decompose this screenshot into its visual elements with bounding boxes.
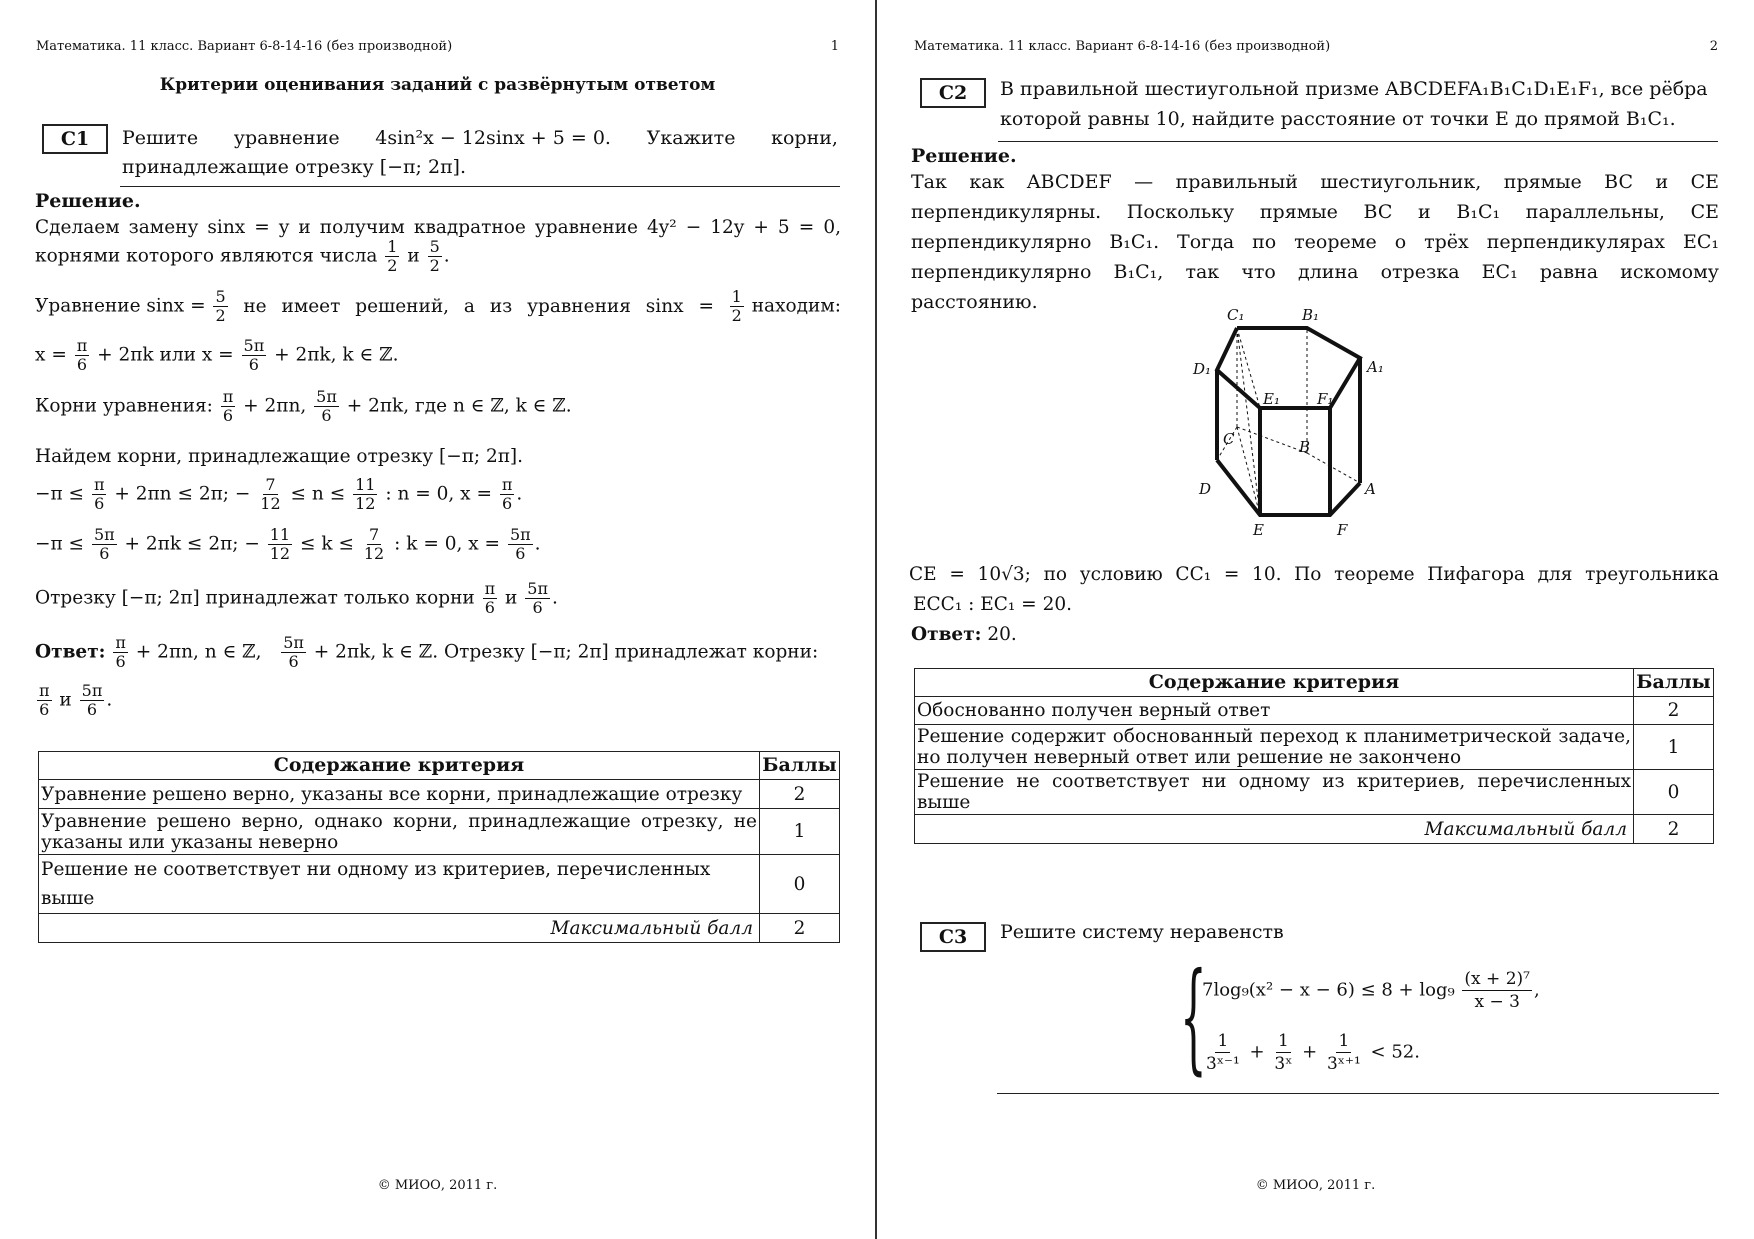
text: + 2πk, где n ∈ ℤ, k ∈ ℤ.	[346, 395, 572, 417]
text: корнями которого являются числа	[35, 245, 378, 267]
calculation-line-1: CE = 10√3; по условию CC₁ = 10. По теореме Пифагора для треугольника	[909, 564, 1719, 585]
text: x =	[35, 344, 67, 366]
fraction: $\frac{11}{12}$	[355, 475, 376, 513]
text: −π ≤	[35, 533, 85, 555]
task-tag: C2	[920, 78, 986, 108]
task-c2	[920, 78, 1720, 134]
equation: 4sin²x − 12sinx + 5 = 0.	[375, 127, 611, 149]
vertex-label: D	[1199, 480, 1212, 498]
text: +	[1302, 1041, 1318, 1063]
header-title: Математика. 11 класс. Вариант 6-8-14-16 (без производной)	[914, 39, 1331, 54]
criterion-cell: Решение не соответствует ни одному из критериев, перечисленных выше	[915, 770, 1634, 815]
solution-line: перпендикулярно B₁C₁. Тогда по теореме о трёх перпендикулярах EC₁	[911, 231, 1719, 253]
inequality-system-line-1	[1202, 968, 1540, 1013]
criterion-cell: Решение содержит обоснованный переход к планиметрической задаче, но получен неверный ответ или решение не закончено	[915, 725, 1634, 770]
solution-line-3	[35, 288, 841, 325]
text: 7log₉(x² − x − 6) ≤ 8 + log₉	[1202, 979, 1455, 1001]
task-underline	[998, 141, 1718, 142]
task-statement	[108, 124, 838, 182]
solution-line-1: Сделаем замену sinx = y и получим квадратное уравнение 4y² − 12y + 5 = 0,	[35, 217, 841, 238]
fraction: $\frac{1}{\text{3ˣ⁺¹}}$	[1326, 1031, 1361, 1074]
text: + 2πk, k ∈ ℤ. Отрезку [−π; 2π] принадлежат корни:	[313, 641, 819, 663]
vertex-label: B	[1299, 438, 1311, 456]
inequality-system-line-2	[1202, 1030, 1420, 1075]
text: не имеет решений, а из уравнения sinx =	[243, 296, 714, 317]
task-tag: C3	[920, 922, 986, 952]
points-cell: 1	[1634, 725, 1714, 770]
solution-line-5	[35, 388, 572, 425]
page-2	[877, 0, 1754, 1239]
fraction: $\frac{5\pi}{6}$	[509, 525, 531, 563]
table-row	[915, 697, 1714, 725]
solution-line-6: Найдем корни, принадлежащие отрезку [−π; 2π].	[35, 446, 524, 467]
table-max-row	[915, 815, 1714, 844]
solution-paragraph	[911, 167, 1719, 317]
header-title: Математика. 11 класс. Вариант 6-8-14-16 (без производной)	[36, 39, 453, 54]
vertex-label: A₁	[1367, 358, 1384, 376]
fraction: $\frac{1}{2}$	[731, 287, 742, 325]
fraction: $\frac{\pi}{6}$	[222, 387, 234, 425]
points-cell: 0	[760, 855, 840, 914]
fraction: $\frac{\pi}{6}$	[39, 681, 50, 719]
criterion-cell: Уравнение решено верно, однако корни, принадлежащие отрезку, не указаны или указаны неверно	[39, 809, 760, 855]
answer-label: Ответ:	[911, 624, 982, 645]
vertex-label: E	[1253, 521, 1264, 539]
task-underline	[997, 1093, 1719, 1094]
page-header	[36, 39, 839, 54]
fraction: $\frac{5\pi}{6}$	[283, 633, 304, 671]
header-points: Баллы	[1634, 669, 1714, 697]
answer-line-2: $\frac{\pi}{6}$ и $\frac{5\pi}{6}$ .	[39, 681, 113, 719]
criteria-table	[38, 751, 840, 943]
points-cell: 0	[1634, 770, 1714, 815]
fraction: $\frac{1}{2}$	[387, 237, 398, 275]
task-c3	[920, 922, 1284, 952]
segment-roots-line: Отрезку [−π; 2π] принадлежат только корни $\frac{\pi}{6}$ и $\frac{5\pi}{6}$ .	[35, 579, 558, 617]
text: + 2πk ≤ 2π; −	[124, 533, 260, 555]
points-cell: 1	[760, 809, 840, 855]
vertex-label: D₁	[1193, 360, 1212, 378]
text: находим:	[751, 295, 841, 317]
text: и	[407, 245, 420, 267]
criterion-cell: Уравнение решено верно, указаны все корни, принадлежащие отрезку	[39, 780, 760, 809]
page-footer: © МИОО, 2011 г.	[377, 1178, 498, 1193]
table-row	[915, 770, 1714, 815]
table-max-row	[39, 914, 840, 943]
fraction: $\frac{5\pi}{6}$	[81, 681, 103, 719]
text: ,	[1533, 979, 1540, 1001]
fraction: $\frac{5\pi}{6}$	[527, 579, 548, 617]
table-header-row	[915, 669, 1714, 697]
text: : k = 0, x =	[394, 533, 501, 555]
task-statement: Решите систему неравенств	[1000, 921, 1284, 943]
fraction: $\frac{5\pi}{6}$	[316, 387, 337, 425]
criteria-table	[914, 668, 1714, 844]
system-brace: {	[1180, 948, 1207, 1087]
vertex-label: A	[1365, 480, 1376, 498]
word: Укажите	[646, 127, 736, 149]
text: и	[505, 587, 518, 609]
word: уравнение	[233, 127, 340, 149]
fraction: $\frac{7}{12}$	[363, 525, 385, 563]
text: + 2πk или x =	[97, 344, 234, 366]
inequality-1: −π ≤ $\frac{\pi}{6}$ + 2πn ≤ 2π; − $\frac{7}{12}$ ≤ n ≤ $\frac{11}{12}$ : n = 0, x = $\frac{\pi}{6}$ .	[35, 475, 523, 513]
task-tag: C1	[42, 124, 108, 154]
solution-line: перпендикулярно B₁C₁, так что длина отрезка EC₁ равна искомому расстоянию.	[911, 261, 1719, 313]
text: ≤ k ≤	[300, 533, 354, 555]
fraction: $\frac{5}{2}$	[215, 287, 226, 325]
fraction: $\frac{5\pi}{6}$	[243, 336, 265, 374]
solution-line: перпендикулярны. Поскольку прямые BC и B₁C₁ параллельны, CE	[911, 201, 1719, 223]
hexagonal-prism-figure	[1193, 300, 1447, 545]
vertex-label: F	[1337, 521, 1348, 539]
fraction: $\frac{\pi}{6}$	[93, 475, 105, 513]
text: + 2πn, n ∈ ℤ,	[135, 641, 262, 663]
header-points: Баллы	[760, 752, 840, 780]
table-row	[39, 809, 840, 855]
max-label: Максимальный балл	[39, 914, 760, 943]
task-c1	[42, 124, 838, 182]
solution-label: Решение.	[35, 190, 141, 212]
solution-label: Решение.	[911, 145, 1017, 167]
fraction: $\frac{11}{12}$	[269, 525, 291, 563]
page-number: 1	[830, 39, 839, 54]
text: Отрезку [−π; 2π] принадлежат только корни	[35, 587, 475, 609]
criterion-cell: Обоснованно получен верный ответ	[915, 697, 1634, 725]
answer-label: Ответ:	[35, 641, 106, 663]
header-criterion: Содержание критерия	[915, 669, 1634, 697]
fraction: $\frac{7}{12}$	[260, 475, 281, 513]
text: Корни уравнения:	[35, 395, 213, 417]
fraction: $\frac{1}{\text{3ˣ}}$	[1274, 1031, 1293, 1074]
page-header	[914, 39, 1718, 54]
fraction: $\frac{5}{2}$	[429, 237, 440, 275]
header-criterion: Содержание критерия	[39, 752, 760, 780]
text: < 52.	[1370, 1041, 1420, 1063]
max-points: 2	[1634, 815, 1714, 844]
task-underline	[120, 186, 840, 187]
vertex-label: C₁	[1227, 306, 1245, 324]
fraction: $\frac{\pi}{6}$	[501, 475, 513, 513]
text: и	[59, 689, 72, 711]
points-cell: 2	[760, 780, 840, 809]
fraction: $\frac{\pi}{6}$	[76, 336, 88, 374]
table-row	[39, 780, 840, 809]
vertex-label: C	[1223, 430, 1235, 448]
page-footer: © МИОО, 2011 г.	[1255, 1178, 1376, 1193]
criterion-cell: Решение не соответствует ни одному из критериев, перечисленных выше	[39, 855, 760, 914]
text: −π ≤	[35, 483, 85, 505]
fraction: $\frac{5\pi}{6}$	[93, 525, 115, 563]
vertex-label: F₁	[1317, 390, 1334, 408]
max-points: 2	[760, 914, 840, 943]
text: + 2πn,	[243, 395, 307, 417]
task-statement	[986, 74, 1720, 134]
points-cell: 2	[1634, 697, 1714, 725]
document-title: Критерии оценивания заданий с развёрнутым ответом	[159, 75, 716, 95]
table-header-row	[39, 752, 840, 780]
fraction: $\frac{\pi}{6}$	[115, 633, 126, 671]
task-line-1: В правильной шестиугольной призме ABCDEFA₁B₁C₁D₁E₁F₁, все рёбра	[1000, 78, 1708, 100]
answer-value: 20.	[987, 624, 1017, 645]
fraction: $\frac{\text{(x + 2)⁷}}{x - 3}$	[1464, 969, 1530, 1012]
text: + 2πk, k ∈ ℤ.	[274, 344, 399, 366]
text: + 2πn ≤ 2π; −	[114, 483, 251, 505]
word: Решите	[122, 127, 199, 149]
vertex-label: E₁	[1263, 390, 1280, 408]
calculation-line-2: ECC₁ : EC₁ = 20.	[913, 594, 1072, 615]
fraction: $\frac{\pi}{6}$	[484, 579, 496, 617]
text: : n = 0, x =	[385, 483, 492, 505]
solution-line: Так как ABCDEF — правильный шестиугольник, прямые BC и CE	[911, 171, 1719, 193]
table-row	[39, 855, 840, 914]
table-row	[915, 725, 1714, 770]
solution-line-2: корнями которого являются числа $\frac{1}{2}$ и $\frac{5}{2}$ .	[35, 237, 450, 275]
answer-line	[911, 624, 1017, 645]
task-line-2: которой равны 10, найдите расстояние от точки E до прямой B₁C₁.	[1000, 108, 1676, 130]
task-line-2: принадлежащие отрезку [−π; 2π].	[122, 156, 467, 178]
max-label: Максимальный балл	[915, 815, 1634, 844]
text: ≤ n ≤	[290, 483, 346, 505]
inequality-2: −π ≤ $\frac{5\pi}{6}$ + 2πk ≤ 2π; − $\frac{11}{12}$ ≤ k ≤ $\frac{7}{12}$ : k = 0, x = $\frac{5\pi}{6}$ .	[35, 525, 541, 563]
answer-line	[35, 634, 818, 671]
solution-line-4	[35, 337, 398, 374]
word: корни,	[771, 127, 838, 149]
text: +	[1249, 1041, 1265, 1063]
vertex-label: B₁	[1302, 306, 1320, 324]
fraction: $\frac{1}{\text{3ˣ⁻¹}}$	[1206, 1031, 1240, 1074]
text: Уравнение sinx =	[35, 295, 206, 317]
page-number: 2	[1709, 39, 1718, 54]
